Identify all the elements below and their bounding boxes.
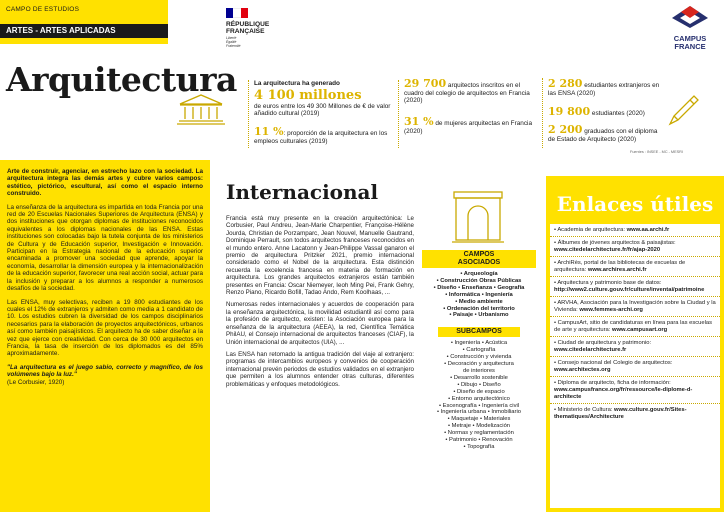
link-item: • CampusArt, sitio de candidaturas en línea para las escuelas de arte y arquitectura: www.campusart.org — [550, 317, 720, 337]
campus-france-name: CAMPUS FRANCE — [673, 34, 707, 51]
associated-field-item: • Medio ambiente — [455, 298, 503, 305]
subfield-item: • Diseño de espacio — [453, 388, 505, 395]
associated-fields — [422, 250, 536, 451]
subfield-item: • Metraje • Modelización — [447, 423, 511, 430]
subfield-item: • Escenografía • Ingeniería civil — [438, 402, 520, 409]
internacional-heading: Internacional — [226, 180, 379, 204]
useful-links-heading: Enlaces útiles — [556, 192, 714, 216]
stat-text: : proporción de la arquitectura en los empleos culturales (2019) — [254, 130, 388, 145]
french-flag-icon — [226, 8, 248, 18]
link-url[interactable]: http://www2.culture.gouv.fr/culture/inventai/patrimoine — [554, 287, 705, 293]
subfield-item: • Decoración y arquitectura — [444, 361, 514, 368]
quote-author: (Le Corbusier, 1920) — [7, 378, 65, 386]
associated-field-item: • Paisaje • Urbanismo — [449, 312, 509, 319]
link-item: • ArchiRès, portal de las bibliotecas de escuelas de arquitectura: www.archires.archi.fr — [550, 257, 720, 277]
subfield-item: • Ingeniería urbana • Inmobiliario — [437, 409, 521, 416]
link-url[interactable]: www.aa.archi.fr — [626, 227, 670, 233]
useful-links-panel — [546, 176, 724, 512]
subfield-item: • Desarrollo sostenible — [450, 374, 508, 381]
associated-fields-heading: CAMPOS ASOCIADOS — [422, 250, 536, 268]
link-item: • Ciudad de arquitectura y patrimonio: www.citedelarchitecture.fr — [550, 337, 720, 357]
subfield-item: de interiores — [463, 367, 495, 374]
stat-big-number: 11 % — [254, 125, 284, 138]
subfield-item: • Maquetaje • Materiales — [447, 416, 511, 423]
field-label: CAMPO DE ESTUDIOS — [6, 6, 80, 13]
link-url[interactable]: www.citedelarchitecture.fr/fr/ajap-2020 — [554, 247, 661, 253]
category-header — [0, 0, 168, 44]
stat-big-number: 4 100 millones — [254, 87, 362, 103]
associated-field-item: • Ordenación del territorio — [443, 305, 515, 312]
triumphal-arch-icon — [450, 186, 506, 244]
link-item: • Ministerio de Cultura: www.culture.gouv.fr/Sites-thematiques/Architecture — [554, 407, 687, 420]
internacional-paragraph: Las ENSA han retomado la antigua tradición del viaje al extranjero: programas de intercambios europeos y convenios de cooperación internacional prevén periodos de estudios validados en el extranjero que permiten a los alumnos entender otras culturas, diferentes problemáticas y enfoques metodológicos. — [226, 350, 414, 388]
link-item: • Consejo nacional del Colegio de arquitectos: www.architectes.org — [550, 357, 720, 377]
pencil-icon — [664, 94, 700, 130]
subfield-item: • Entorno arquitectónico — [448, 395, 510, 402]
subfield-item: • Dibujo • Diseño — [457, 381, 501, 388]
stat-big-number: 31 % — [404, 115, 434, 128]
associated-field-item: • Construcción Obras Públicas — [436, 277, 522, 284]
link-url[interactable]: www.citedelarchitecture.fr — [554, 347, 627, 353]
associated-field-item: • Diseño • Enseñanza • Geografía — [433, 284, 525, 291]
page-title: Arquitectura — [6, 60, 237, 99]
stat-text: de mujeres arquitectas en Francia (2020) — [404, 120, 532, 135]
stat-foreign-students — [548, 77, 660, 97]
stat-big-number: 2 200 — [548, 123, 583, 136]
stat-big-number: 19 800 — [548, 105, 591, 118]
link-item: • Álbumes de jóvenes arquitectos & paisajistas: www.citedelarchitecture.fr/fr/ajap-2020 — [550, 237, 720, 257]
stats-divider — [542, 78, 543, 148]
rf-title: RÉPUBLIQUE FRANÇAISE — [226, 21, 270, 36]
stat-employment-share — [254, 125, 394, 145]
link-item: • Academia de arquitectura: www.aa.archi.fr — [550, 224, 720, 237]
quote: "La arquitectura es el juego sabio, correcto y magnífico, de los volúmenes bajo la luz." — [7, 363, 203, 379]
stat-text: arquitectos inscritos en el cuadro del colegio de arquitectos en Francia (2020) — [404, 82, 530, 105]
intro-paragraph: Arte de construir, agenciar, en estrecho lazo con la sociedad. La arquitectura integra las demás artes y cubre varios campos: estético, pictórico, escultural, así como el espacio interno construido. — [7, 168, 203, 198]
stat-text: graduados con el diploma de Estado de Arquitecto (2020) — [548, 128, 658, 143]
stat-graduates — [548, 123, 660, 143]
stats-divider — [398, 80, 399, 148]
internacional-text — [226, 215, 414, 393]
subfield-item: • Patrimonio • Renovación — [445, 437, 513, 444]
internacional-paragraph: Francia está muy presente en la creación arquitectónica: Le Corbusier, Paul Andreu, Jean-Marie Charpentier, Françoise-Hélène Jourda, Christian de Porzamparc, Jean Nouvel, Manuelle Gautrand, Dominique Perrault, son todos arquitectos franceses reconocidos en el mundo entero. Anne Lacatonn y Jean-Philippe Vassal ganaron el premio de arquitectura Pritzker 2021, premio internacional considerado como el Nobel de la arquitectura. Esta distinción recuerda la excelencia francesa en materia de formación en arquitectura. Los grandes arquitectos extranjeros están también presentes en Francia: Oscar Niemeyer, Ieoh Ming Pei, Frank Gehry, Renzo Piano, Ricardo Bofill, Tadao Ando, Rem Koolhaas, ... — [226, 215, 414, 297]
link-url[interactable]: www.culture.gouv.fr/Sites-thematiques/Architecture — [554, 407, 687, 420]
associated-field-item: • Informática • Ingeniería — [445, 291, 513, 298]
link-item: • ARVHA, Asociación para la Investigación sobre la Ciudad y la Vivienda: www.femmes-archi.org — [550, 297, 720, 317]
stat-label: La arquitectura ha generado — [254, 80, 340, 87]
link-url[interactable]: www.campusfrance.org/fr/ressource/le-diplome-d-architecte — [554, 387, 693, 400]
classical-building-icon — [176, 92, 226, 126]
category-label: ARTES - ARTES APLICADAS — [0, 24, 168, 38]
links-list — [550, 224, 720, 508]
stats-divider — [248, 80, 249, 148]
link-item: • Diploma de arquitecto, ficha de información: www.campusfrance.org/fr/ressource/le-diplome-d-architecte — [550, 377, 720, 404]
stat-students — [548, 105, 660, 118]
subfield-item: • Topografía — [463, 443, 495, 450]
link-item: • Arquitectura y patrimonio base de datos: http://www2.culture.gouv.fr/culture/inventai/patrimoine — [550, 277, 720, 297]
link-url[interactable]: www.femmes-archi.org — [579, 307, 643, 313]
link-url[interactable]: www.archires.archi.fr — [587, 267, 647, 273]
internacional-paragraph: Numerosas redes internacionales y acuerdos de cooperación para la enseñanza arquitectónica, la movilidad estudiantil así como para la profesión de arquitecto, existen: la Asociación europea para la enseñanza de la arquitectura (AEEA), la red, Científica Temática PhilAU, el Consejo internacional de arquitectos franceses (CIAF), la Unión internacional de arquitectos (UIA), ... — [226, 301, 414, 346]
ensa-paragraph: Las ENSA, muy selectivas, reciben a 19 800 estudiantes de los cuales el 12% de extranjeros y admiten como media a 1 candidato de 10. Los estudios cubren la diversidad de los campos disciplinarios necesarios para la elaboración de proyectos arquitectónicos, urbanos así como también paisajísticos. El arquitecto ha de saber diseñar a la vez que ejerce con creatividad. Con cerca de 30 000 arquitectos en Francia, la tasa de inserción de los diplomados es del 85% aproximadamente. — [7, 298, 203, 358]
subfield-item: • Cartografía — [462, 347, 496, 354]
subfields-heading: SUBCAMPOS — [438, 327, 520, 337]
stat-text: estudiantes extranjeros en las ENSA (2020) — [548, 82, 660, 97]
stat-text: de euros entre los 49 300 Millones de € de valor añadido cultural (2019) — [254, 102, 391, 118]
stat-women-architects — [404, 115, 536, 135]
stat-value-added — [254, 80, 394, 118]
stat-big-number: 2 280 — [548, 77, 583, 90]
associated-field-item: • Arqueología — [460, 271, 498, 277]
subfield-item: • Normas y reglamentación — [444, 430, 514, 437]
link-url[interactable]: www.architectes.org — [554, 367, 611, 373]
rf-motto: Liberté Égalité Fraternité — [226, 36, 241, 49]
stat-big-number: 29 700 — [404, 77, 447, 90]
education-paragraph: La enseñanza de la arquitectura es impartida en toda Francia por una red de 20 Escuelas Nacionales Superiores de Arquitectura (ENSA) y dos instituciones que otorgan diplomas de instituciones reconocidos equivalentes a los diplomas nacionales de las ENSA. Estas instituciones son colocadas bajo la tutela conjunta de los ministerios de Cultura y de Educación superior, Investigación e Innovación. Participan en la Estrategia nacional de la educación superior encaminada a promover una sociedad que aprende, apoyar la economía, desarrollar la dimensión europea y la internacionalización de la educación superior, favorecer una real acción social, actuar para la inclusión y preparar a los alumnos a responder a numerosos desafíos de la sociedad. — [7, 203, 203, 293]
link-url[interactable]: www.campusart.org — [612, 327, 668, 333]
stats-sources: Fuentes : INSEE - MC - MESRI — [630, 150, 683, 154]
stat-architects — [404, 77, 536, 105]
subfield-item: • Construcción y vivienda — [446, 354, 512, 361]
republique-francaise-logo — [226, 8, 286, 48]
campus-france-emblem-icon — [670, 4, 710, 30]
description-panel — [0, 160, 210, 512]
subfield-item: • Ingeniería • Acústica — [450, 340, 508, 347]
campus-france-logo — [660, 4, 720, 51]
stat-text: estudiantes (2020) — [591, 110, 645, 117]
